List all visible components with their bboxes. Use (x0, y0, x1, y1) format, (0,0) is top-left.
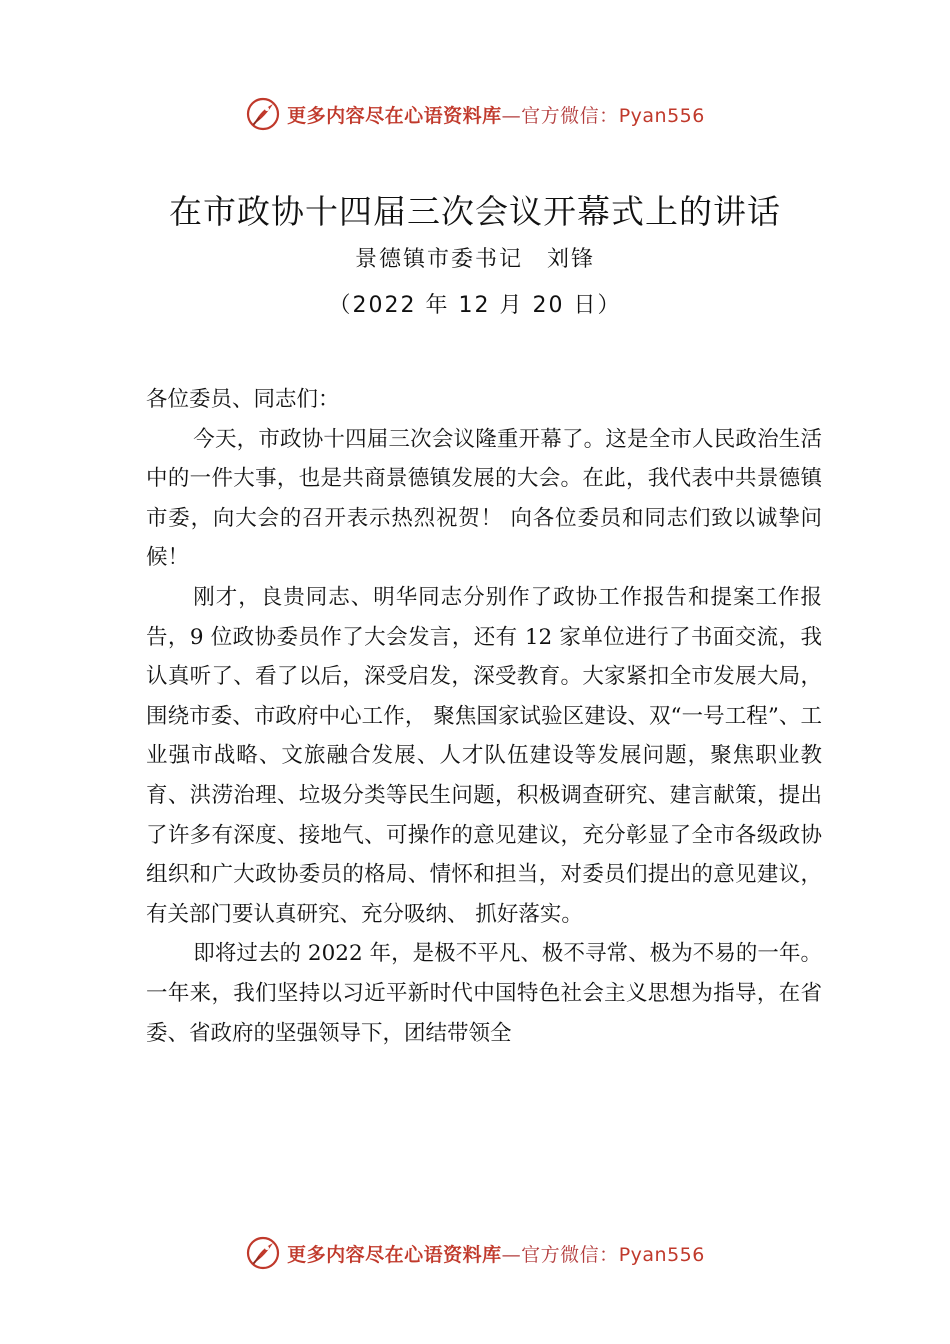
watermark-footer (0, 1233, 950, 1273)
greeting: 各位委员、同志们： (146, 387, 340, 412)
watermark-handle: Pyan556 (618, 104, 705, 127)
watermark-brand: 更多内容尽在心语资料库 (287, 104, 502, 127)
quill-logo-icon (245, 1235, 281, 1271)
paragraph: 即将过去的 2022 年，是极不平凡、极不寻常、极为不易的一年。一年来，我们坚持以习近平新时代中国特色社会主义思想为指导，在省委、省政府的坚强领导下，团结带领全 (146, 941, 822, 1046)
watermark-text (287, 101, 705, 128)
watermark-separator: — (501, 1243, 522, 1266)
watermark-brand: 更多内容尽在心语资料库 (287, 1243, 502, 1266)
watermark-handle: Pyan556 (618, 1243, 705, 1266)
watermark-label: 官方微信： (521, 104, 619, 127)
watermark-label: 官方微信： (521, 1243, 619, 1266)
quill-logo-icon (245, 96, 281, 132)
document-date: （2022 年 12 月 20 日） (328, 293, 622, 318)
document-body (146, 380, 822, 1053)
watermark-separator: — (501, 104, 522, 127)
paragraph: 今天，市政协十四届三次会议隆重开幕了。这是全市人民政治生活中的一件大事，也是共商景德镇发展的大会。在此，我代表中共景德镇市委，向大会的召开表示热烈祝贺！ 向各位委员和同志们致以诚挚问候！ (146, 426, 822, 571)
document-title: 在市政协十四届三次会议开幕式上的讲话 (169, 192, 781, 231)
watermark-text (287, 1240, 705, 1267)
paragraph: 刚才，良贵同志、明华同志分别作了政协工作报告和提案工作报告，9 位政协委员作了大会发言，还有 12 家单位进行了书面交流，我认真听了、看了以后，深受启发，深受教育。大家紧扣全市发展大局，围绕市委、市政府中心工作， 聚焦国家试验区建设、双“一号工程”、工业强市战略、文旅融合发展、人才队伍建设等发展问题，聚焦职业教育、洪涝治理、垃圾分类等民生问题，积极调查研究、建言献策，提出了许多有深度、接地气、可操作的意见建议，充分彰显了全市各级政协组织和广大政协委员的格局、情怀和担当，对委员们提出的意见建议，有关部门要认真研究、充分吸纳、 抓好落实。 (146, 584, 822, 927)
document-author: 景德镇市委书记 刘锋 (354, 247, 595, 272)
watermark-header (0, 94, 950, 134)
